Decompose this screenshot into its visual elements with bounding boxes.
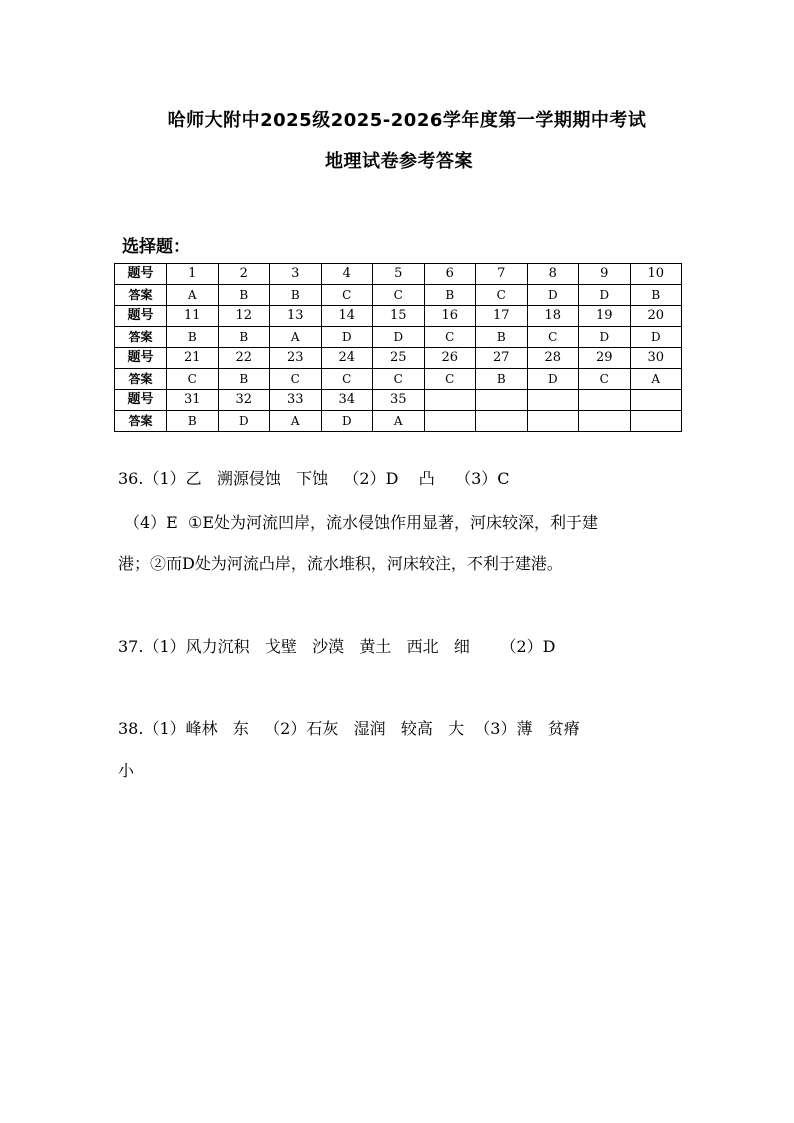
question-number-cell xyxy=(527,390,579,411)
answer-cell: A xyxy=(167,285,219,306)
answer-row xyxy=(115,285,682,306)
question-number-cell: 12 xyxy=(218,306,270,327)
answer-table xyxy=(114,263,682,432)
question-number-cell: 35 xyxy=(373,390,425,411)
answer-row xyxy=(115,411,682,432)
answer-cell: B xyxy=(218,285,270,306)
answer-cell: D xyxy=(527,369,579,390)
question-number-cell: 18 xyxy=(527,306,579,327)
question-number-cell: 34 xyxy=(321,390,373,411)
answer-cell: A xyxy=(373,411,425,432)
answer-cell: B xyxy=(476,327,528,348)
question-number-cell: 32 xyxy=(218,390,270,411)
row-label-question: 题号 xyxy=(115,348,167,369)
question-number-cell: 16 xyxy=(424,306,476,327)
question-number-cell xyxy=(476,390,528,411)
question-number-cell: 6 xyxy=(424,264,476,285)
q38-answer-line-1: 38.（1）峰林 东 （2）石灰 湿润 较高 大 （3）薄 贫瘠 xyxy=(118,719,580,738)
question-number-cell: 24 xyxy=(321,348,373,369)
question-number-row xyxy=(115,264,682,285)
question-number-cell xyxy=(579,390,631,411)
question-number-cell xyxy=(424,390,476,411)
question-number-cell: 15 xyxy=(373,306,425,327)
section-label-multiple-choice: 选择题： xyxy=(122,237,190,257)
answer-cell: B xyxy=(424,285,476,306)
answer-cell xyxy=(527,411,579,432)
question-number-cell: 2 xyxy=(218,264,270,285)
question-number-cell: 30 xyxy=(630,348,682,369)
answer-cell: B xyxy=(167,327,219,348)
question-number-cell: 23 xyxy=(270,348,322,369)
answer-cell: B xyxy=(167,411,219,432)
answer-cell: A xyxy=(630,369,682,390)
answer-cell: C xyxy=(270,369,322,390)
question-number-cell: 7 xyxy=(476,264,528,285)
answer-cell xyxy=(579,411,631,432)
answer-cell xyxy=(424,411,476,432)
answer-cell: B xyxy=(218,327,270,348)
row-label-answer: 答案 xyxy=(115,285,167,306)
question-number-cell: 3 xyxy=(270,264,322,285)
answer-cell: D xyxy=(579,327,631,348)
row-label-question: 题号 xyxy=(115,390,167,411)
question-number-cell: 13 xyxy=(270,306,322,327)
row-label-question: 题号 xyxy=(115,264,167,285)
answer-cell: B xyxy=(218,369,270,390)
answer-cell: C xyxy=(321,285,373,306)
answer-cell: B xyxy=(476,369,528,390)
question-number-cell: 22 xyxy=(218,348,270,369)
question-number-cell: 27 xyxy=(476,348,528,369)
document-subtitle: 地理试卷参考答案 xyxy=(325,151,473,172)
row-label-answer: 答案 xyxy=(115,411,167,432)
question-number-cell: 10 xyxy=(630,264,682,285)
question-number-row xyxy=(115,390,682,411)
question-number-cell: 14 xyxy=(321,306,373,327)
question-number-cell: 25 xyxy=(373,348,425,369)
answer-cell: C xyxy=(579,369,631,390)
answer-cell: D xyxy=(579,285,631,306)
answer-cell: C xyxy=(527,327,579,348)
answer-cell: C xyxy=(373,285,425,306)
answer-cell xyxy=(630,411,682,432)
answer-cell: D xyxy=(321,411,373,432)
question-number-cell: 19 xyxy=(579,306,631,327)
row-label-answer: 答案 xyxy=(115,369,167,390)
question-number-cell: 11 xyxy=(167,306,219,327)
question-number-cell: 8 xyxy=(527,264,579,285)
question-number-cell: 21 xyxy=(167,348,219,369)
answer-cell: C xyxy=(424,327,476,348)
answer-cell: C xyxy=(321,369,373,390)
q38-answer-line-2: 小 xyxy=(118,761,135,780)
question-number-cell: 33 xyxy=(270,390,322,411)
question-number-cell: 31 xyxy=(167,390,219,411)
question-number-cell: 17 xyxy=(476,306,528,327)
answer-row xyxy=(115,369,682,390)
row-label-question: 题号 xyxy=(115,306,167,327)
answer-cell: D xyxy=(527,285,579,306)
answer-cell: C xyxy=(167,369,219,390)
document-title: 哈师大附中2025级2025-2026学年度第一学期期中考试 xyxy=(167,110,647,131)
question-number-cell: 20 xyxy=(630,306,682,327)
answer-row xyxy=(115,327,682,348)
answer-cell: C xyxy=(476,285,528,306)
answer-cell: D xyxy=(321,327,373,348)
answer-cell: D xyxy=(630,327,682,348)
answer-cell: C xyxy=(424,369,476,390)
answer-cell: A xyxy=(270,327,322,348)
answer-cell: C xyxy=(373,369,425,390)
question-number-cell: 5 xyxy=(373,264,425,285)
answer-cell: B xyxy=(630,285,682,306)
answer-cell xyxy=(476,411,528,432)
question-number-cell: 9 xyxy=(579,264,631,285)
answer-cell: B xyxy=(270,285,322,306)
answer-cell: A xyxy=(270,411,322,432)
question-number-row xyxy=(115,306,682,327)
q36-answer-line-1: 36.（1）乙 溯源侵蚀 下蚀 （2）D 凸 （3）C xyxy=(118,469,510,488)
question-number-cell: 4 xyxy=(321,264,373,285)
q36-answer-line-2: （4）E ①E处为河流凹岸，流水侵蚀作用显著，河床较深，利于建 xyxy=(124,513,599,532)
answer-cell: D xyxy=(218,411,270,432)
answer-table-body xyxy=(115,264,682,432)
question-number-cell: 26 xyxy=(424,348,476,369)
q37-answer-line: 37.（1）风力沉积 戈壁 沙漠 黄土 西北 细 （2）D xyxy=(118,637,556,656)
question-number-cell xyxy=(630,390,682,411)
q36-answer-line-3: 港；②而D处为河流凸岸，流水堆积，河床较注，不利于建港。 xyxy=(118,554,563,573)
question-number-cell: 1 xyxy=(167,264,219,285)
row-label-answer: 答案 xyxy=(115,327,167,348)
answer-cell: D xyxy=(373,327,425,348)
question-number-cell: 29 xyxy=(579,348,631,369)
question-number-cell: 28 xyxy=(527,348,579,369)
question-number-row xyxy=(115,348,682,369)
